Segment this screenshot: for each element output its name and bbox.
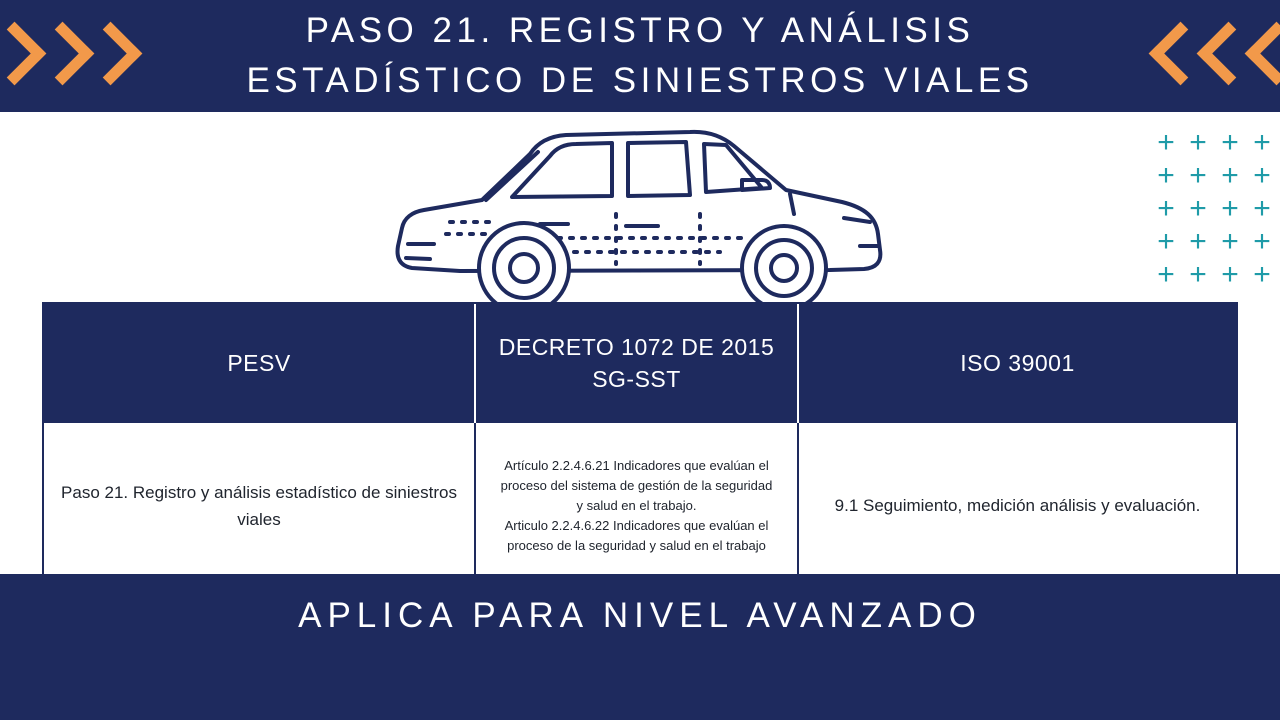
slide-header — [0, 0, 1280, 112]
plus-icon: + — [1253, 225, 1271, 258]
plus-icon: + — [1189, 258, 1207, 291]
plus-icon: + — [1157, 192, 1175, 225]
chevron-left-icon — [1248, 23, 1280, 89]
plus-icon: + — [1253, 192, 1271, 225]
chevron-left-icon — [1152, 23, 1196, 89]
page-title — [190, 6, 1090, 105]
slide-footer — [0, 574, 1280, 720]
table-cell-pesv: Paso 21. Registro y análisis estadístico de siniestros viales — [44, 423, 474, 589]
page-title-line-1: PASO 21. REGISTRO Y ANÁLISIS — [305, 11, 975, 51]
plus-icon: + — [1157, 258, 1175, 291]
table-cell-decreto — [474, 423, 799, 589]
chevrons-right-icon — [0, 0, 130, 112]
comparison-table — [42, 302, 1238, 591]
table-header-decreto — [474, 304, 799, 423]
plus-icon: + — [1253, 258, 1271, 291]
plus-icon: + — [1189, 225, 1207, 258]
table-cell-iso: 9.1 Seguimiento, medición análisis y evaluación. — [799, 423, 1236, 589]
plus-icon: + — [1189, 192, 1207, 225]
table-cell-decreto-line-3: y salud en el trabajo. — [576, 497, 697, 513]
chevron-right-icon — [0, 23, 32, 89]
footer-text: APLICA PARA NIVEL AVANZADO — [298, 596, 982, 635]
table-cell-decreto-line-2: proceso del sistema de gestión de la seguridad — [500, 477, 773, 493]
table-header-pesv: PESV — [44, 304, 474, 423]
chevron-left-icon — [1200, 23, 1244, 89]
plus-icon: + — [1221, 126, 1239, 159]
table-header-row — [44, 304, 1236, 423]
chevrons-left-icon — [1150, 0, 1280, 112]
plus-icon: + — [1253, 159, 1271, 192]
plus-icon: + — [1221, 159, 1239, 192]
plus-icon: + — [1221, 225, 1239, 258]
suv-car-outline-icon — [390, 118, 900, 308]
table-cell-decreto-line-4: Articulo 2.2.4.6.22 Indicadores que evalúan el — [504, 518, 769, 534]
plus-pattern-decoration — [1150, 126, 1280, 291]
plus-icon: + — [1221, 258, 1239, 291]
table-header-iso: ISO 39001 — [799, 304, 1236, 423]
plus-icon: + — [1157, 159, 1175, 192]
chevron-right-icon — [36, 23, 80, 89]
plus-icon: + — [1221, 192, 1239, 225]
table-header-decreto-line-1: DECRETO 1072 DE 2015 — [498, 334, 775, 361]
table-cell-decreto-line-5: proceso de la seguridad y salud en el trabajo — [507, 538, 766, 554]
page-title-line-2: ESTADÍSTICO DE SINIESTROS VIALES — [246, 61, 1034, 100]
plus-icon: + — [1189, 159, 1207, 192]
plus-icon: + — [1189, 126, 1207, 159]
plus-icon: + — [1157, 126, 1175, 159]
chevron-right-icon — [84, 23, 128, 89]
table-cell-decreto-line-1: Artículo 2.2.4.6.21 Indicadores que evalúan el — [504, 457, 769, 473]
slide-body — [0, 112, 1280, 574]
table-row — [44, 423, 1236, 589]
table-header-decreto-line-2: SG-SST — [592, 365, 681, 392]
plus-icon: + — [1253, 126, 1271, 159]
plus-icon: + — [1157, 225, 1175, 258]
